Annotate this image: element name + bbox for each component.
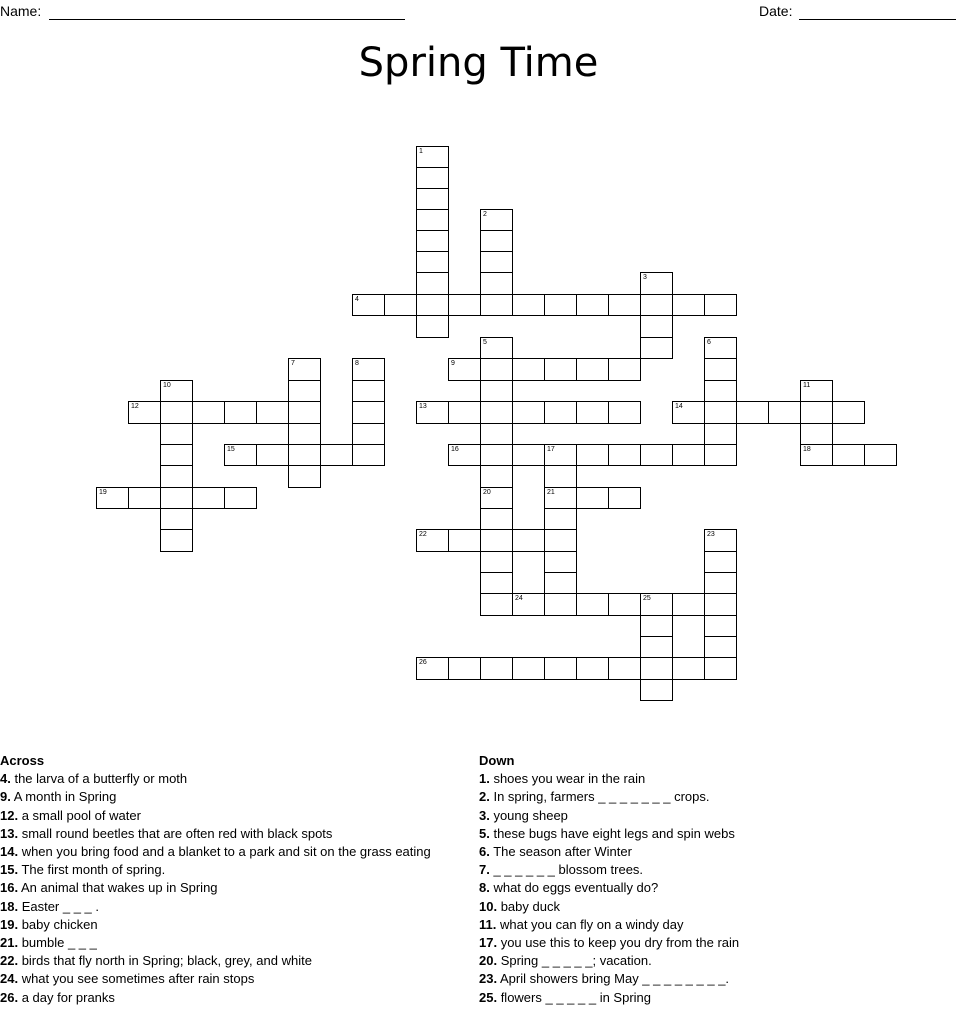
clue-number: 3. xyxy=(479,807,490,823)
across-clue xyxy=(0,970,460,988)
grid-cell[interactable] xyxy=(288,358,321,381)
cell-number: 16 xyxy=(451,446,459,453)
clue-number: 20. xyxy=(479,953,498,969)
grid-cell[interactable] xyxy=(800,401,833,424)
clue-text: these bugs have eight legs and spin webs xyxy=(489,825,735,841)
clue-text: what you see sometimes after rain stops xyxy=(18,971,255,987)
grid-cell[interactable] xyxy=(576,444,609,466)
grid-cell[interactable] xyxy=(640,444,673,466)
clue-number: 5. xyxy=(479,825,490,841)
across-clue xyxy=(0,861,460,879)
grid-cell[interactable] xyxy=(608,487,641,509)
grid-cell[interactable] xyxy=(640,272,673,295)
grid-cell[interactable] xyxy=(704,444,737,466)
clue-number: 25. xyxy=(479,989,498,1005)
across-clue xyxy=(0,770,460,788)
clue-number: 7. xyxy=(479,862,490,878)
grid-cell[interactable] xyxy=(288,380,321,402)
down-clue xyxy=(479,788,949,806)
clue-text: young sheep xyxy=(489,807,568,823)
clue-number: 19. xyxy=(0,916,19,932)
grid-cell[interactable] xyxy=(480,294,513,316)
grid-cell[interactable] xyxy=(512,529,545,552)
grid-cell[interactable] xyxy=(416,209,449,231)
clue-number: 14. xyxy=(0,844,19,860)
across-clue xyxy=(0,934,460,952)
grid-cell[interactable] xyxy=(704,358,737,381)
cell-number: 3 xyxy=(643,274,647,281)
cell-number: 14 xyxy=(675,403,683,410)
grid-cell[interactable] xyxy=(576,294,609,316)
grid-cell[interactable] xyxy=(480,465,513,488)
clue-text: you use this to keep you dry from the rain xyxy=(497,935,740,951)
grid-cell[interactable] xyxy=(224,487,257,509)
grid-cell[interactable] xyxy=(800,380,833,402)
clue-text: April showers bring May _ _ _ _ _ _ _ _. xyxy=(497,971,730,987)
grid-cell[interactable] xyxy=(672,401,705,424)
clue-number: 26. xyxy=(0,989,19,1005)
cell-number: 22 xyxy=(419,531,427,538)
cell-number: 2 xyxy=(483,211,487,218)
grid-cell[interactable] xyxy=(768,401,801,424)
grid-cell[interactable] xyxy=(512,657,545,680)
grid-cell[interactable] xyxy=(384,294,417,316)
grid-cell[interactable] xyxy=(544,465,577,488)
grid-cell[interactable] xyxy=(352,444,385,466)
grid-cell[interactable] xyxy=(480,508,513,530)
grid-cell[interactable] xyxy=(160,401,193,424)
cell-number: 5 xyxy=(483,339,487,346)
page-title: Spring Time xyxy=(358,40,599,86)
cell-number: 18 xyxy=(803,446,811,453)
clue-text: a small pool of water xyxy=(18,807,141,823)
grid-cell[interactable] xyxy=(416,529,449,552)
clue-text: An animal that wakes up in Spring xyxy=(18,880,218,896)
clue-number: 22. xyxy=(0,953,19,969)
grid-cell[interactable] xyxy=(416,294,449,316)
grid-cell[interactable] xyxy=(640,657,673,680)
grid-cell[interactable] xyxy=(832,444,865,466)
grid-cell[interactable] xyxy=(480,529,513,552)
grid-cell[interactable] xyxy=(704,636,737,658)
cell-number: 24 xyxy=(515,595,523,602)
grid-cell[interactable] xyxy=(480,251,513,273)
date-label: Date: xyxy=(759,3,793,19)
grid-cell[interactable] xyxy=(480,380,513,402)
grid-cell[interactable] xyxy=(256,401,289,424)
down-clue xyxy=(479,861,949,879)
clue-number: 21. xyxy=(0,935,19,951)
clue-text: birds that fly north in Spring; black, grey, and white xyxy=(18,953,312,969)
across-clue xyxy=(0,952,460,970)
grid-cell[interactable] xyxy=(448,294,481,316)
grid-cell[interactable] xyxy=(704,423,737,445)
grid-cell[interactable] xyxy=(480,444,513,466)
down-clues xyxy=(479,752,949,1007)
cell-number: 26 xyxy=(419,659,427,666)
grid-cell[interactable] xyxy=(544,401,577,424)
grid-cell[interactable] xyxy=(640,337,673,359)
grid-cell[interactable] xyxy=(160,423,193,445)
clue-text: small round beetles that are often red with black spots xyxy=(18,825,333,841)
clue-number: 1. xyxy=(479,771,490,787)
across-clue xyxy=(0,989,460,1007)
grid-cell[interactable] xyxy=(480,593,513,616)
grid-cell[interactable] xyxy=(160,529,193,552)
grid-cell[interactable] xyxy=(480,358,513,381)
grid-cell[interactable] xyxy=(640,315,673,338)
clue-number: 24. xyxy=(0,971,19,987)
grid-cell[interactable] xyxy=(480,401,513,424)
clue-number: 13. xyxy=(0,825,19,841)
grid-cell[interactable] xyxy=(416,146,449,168)
grid-cell[interactable] xyxy=(640,294,673,316)
across-clue xyxy=(0,807,460,825)
clue-number: 23. xyxy=(479,971,498,987)
grid-cell[interactable] xyxy=(160,444,193,466)
grid-cell[interactable] xyxy=(704,401,737,424)
clue-text: what you can fly on a windy day xyxy=(496,916,684,932)
clue-text: the larva of a butterfly or moth xyxy=(10,771,188,787)
clue-number: 17. xyxy=(479,935,498,951)
cell-number: 17 xyxy=(547,446,555,453)
grid-cell[interactable] xyxy=(512,593,545,616)
grid-cell[interactable] xyxy=(288,465,321,488)
clue-text: In spring, farmers _ _ _ _ _ _ _ crops. xyxy=(489,789,710,805)
grid-cell[interactable] xyxy=(448,444,481,466)
across-clues xyxy=(0,752,460,1007)
across-clue xyxy=(0,879,460,897)
grid-cell[interactable] xyxy=(512,444,545,466)
cell-number: 7 xyxy=(291,360,295,367)
grid-cell[interactable] xyxy=(320,444,353,466)
cell-number: 8 xyxy=(355,360,359,367)
grid-cell[interactable] xyxy=(512,358,545,381)
grid-cell[interactable] xyxy=(416,251,449,273)
grid-cell[interactable] xyxy=(608,657,641,680)
grid-cell[interactable] xyxy=(640,593,673,616)
clue-number: 12. xyxy=(0,807,19,823)
clue-text: baby chicken xyxy=(18,916,98,932)
cell-number: 21 xyxy=(547,489,555,496)
cell-number: 12 xyxy=(131,403,139,410)
grid-cell[interactable] xyxy=(576,358,609,381)
clue-text: _ _ _ _ _ _ blossom trees. xyxy=(489,862,644,878)
cell-number: 4 xyxy=(355,296,359,303)
grid-cell[interactable] xyxy=(544,657,577,680)
grid-cell[interactable] xyxy=(224,401,257,424)
down-clue xyxy=(479,843,949,861)
down-clue xyxy=(479,807,949,825)
grid-cell[interactable] xyxy=(128,487,161,509)
clue-text: when you bring food and a blanket to a park and sit on the grass eating xyxy=(18,844,431,860)
across-clue xyxy=(0,825,460,843)
grid-cell[interactable] xyxy=(480,423,513,445)
grid-cell[interactable] xyxy=(704,593,737,616)
across-clue xyxy=(0,843,460,861)
grid-cell[interactable] xyxy=(448,358,481,381)
cell-number: 1 xyxy=(419,148,423,155)
grid-cell[interactable] xyxy=(192,487,225,509)
clue-text: A month in Spring xyxy=(10,789,117,805)
clue-text: The first month of spring. xyxy=(18,862,166,878)
grid-cell[interactable] xyxy=(160,508,193,530)
grid-cell[interactable] xyxy=(608,593,641,616)
grid-cell[interactable] xyxy=(800,423,833,445)
cell-number: 6 xyxy=(707,339,711,346)
clue-text: what do eggs eventually do? xyxy=(489,880,659,896)
grid-cell[interactable] xyxy=(640,636,673,658)
clue-number: 6. xyxy=(479,844,490,860)
clue-number: 10. xyxy=(479,898,498,914)
across-heading: Across xyxy=(0,753,45,768)
down-clue xyxy=(479,989,949,1007)
grid-cell[interactable] xyxy=(480,230,513,252)
grid-cell[interactable] xyxy=(704,551,737,573)
grid-cell[interactable] xyxy=(352,380,385,402)
grid-cell[interactable] xyxy=(512,294,545,316)
cell-number: 15 xyxy=(227,446,235,453)
grid-cell[interactable] xyxy=(160,380,193,402)
grid-cell[interactable] xyxy=(288,401,321,424)
clue-number: 11. xyxy=(479,916,497,932)
down-clue xyxy=(479,952,949,970)
grid-cell[interactable] xyxy=(288,423,321,445)
grid-cell[interactable] xyxy=(480,657,513,680)
clue-text: The season after Winter xyxy=(489,844,632,860)
grid-cell[interactable] xyxy=(352,423,385,445)
grid-cell[interactable] xyxy=(480,272,513,295)
grid-cell[interactable] xyxy=(544,572,577,594)
grid-cell[interactable] xyxy=(288,444,321,466)
down-heading: Down xyxy=(479,753,515,768)
down-clue xyxy=(479,879,949,897)
grid-cell[interactable] xyxy=(640,615,673,637)
grid-cell[interactable] xyxy=(352,358,385,381)
clue-number: 2. xyxy=(479,789,490,805)
grid-cell[interactable] xyxy=(672,444,705,466)
grid-cell[interactable] xyxy=(800,444,833,466)
grid-cell[interactable] xyxy=(704,615,737,637)
grid-cell[interactable] xyxy=(544,487,577,509)
cell-number: 13 xyxy=(419,403,427,410)
grid-cell[interactable] xyxy=(672,657,705,680)
grid-cell[interactable] xyxy=(416,188,449,210)
grid-cell[interactable] xyxy=(480,572,513,594)
across-clue xyxy=(0,916,460,934)
cell-number: 20 xyxy=(483,489,491,496)
cell-number: 11 xyxy=(803,382,811,389)
down-clue xyxy=(479,770,949,788)
clue-text: Spring _ _ _ _ _; vacation. xyxy=(497,953,652,969)
grid-cell[interactable] xyxy=(704,337,737,359)
grid-cell[interactable] xyxy=(704,657,737,680)
down-clue xyxy=(479,916,949,934)
grid-cell[interactable] xyxy=(128,401,161,424)
grid-cell[interactable] xyxy=(576,657,609,680)
clue-number: 18. xyxy=(0,898,19,914)
grid-cell[interactable] xyxy=(864,444,897,466)
grid-cell[interactable] xyxy=(256,444,289,466)
grid-cell[interactable] xyxy=(480,551,513,573)
grid-cell[interactable] xyxy=(736,401,769,424)
grid-cell[interactable] xyxy=(608,358,641,381)
grid-cell[interactable] xyxy=(544,358,577,381)
grid-cell[interactable] xyxy=(416,401,449,424)
clue-text: flowers _ _ _ _ _ in Spring xyxy=(497,989,651,1005)
clue-number: 16. xyxy=(0,880,19,896)
down-clue xyxy=(479,825,949,843)
grid-cell[interactable] xyxy=(352,294,385,316)
grid-cell[interactable] xyxy=(448,657,481,680)
grid-cell[interactable] xyxy=(192,401,225,424)
grid-cell[interactable] xyxy=(416,315,449,338)
across-clue xyxy=(0,788,460,806)
grid-cell[interactable] xyxy=(416,272,449,295)
grid-cell[interactable] xyxy=(224,444,257,466)
grid-cell[interactable] xyxy=(480,209,513,231)
name-label: Name: xyxy=(0,3,42,19)
grid-cell[interactable] xyxy=(672,593,705,616)
grid-cell[interactable] xyxy=(544,444,577,466)
grid-cell[interactable] xyxy=(544,551,577,573)
grid-cell[interactable] xyxy=(512,401,545,424)
grid-cell[interactable] xyxy=(640,679,673,701)
grid-cell[interactable] xyxy=(160,465,193,488)
grid-cell[interactable] xyxy=(544,529,577,552)
grid-cell[interactable] xyxy=(480,487,513,509)
grid-cell[interactable] xyxy=(160,487,193,509)
across-clue xyxy=(0,898,460,916)
cell-number: 19 xyxy=(99,489,107,496)
grid-cell[interactable] xyxy=(704,294,737,316)
grid-cell[interactable] xyxy=(480,337,513,359)
grid-cell[interactable] xyxy=(608,294,641,316)
clue-text: shoes you wear in the rain xyxy=(489,771,646,787)
clue-text: Easter _ _ _ . xyxy=(18,898,100,914)
down-clue xyxy=(479,898,949,916)
grid-cell[interactable] xyxy=(576,593,609,616)
grid-cell[interactable] xyxy=(352,401,385,424)
grid-cell[interactable] xyxy=(416,167,449,189)
grid-cell[interactable] xyxy=(448,401,481,424)
clue-text: a day for pranks xyxy=(18,989,115,1005)
grid-cell[interactable] xyxy=(576,401,609,424)
grid-cell[interactable] xyxy=(416,230,449,252)
grid-cell[interactable] xyxy=(544,508,577,530)
clue-number: 9. xyxy=(0,789,11,805)
grid-cell[interactable] xyxy=(608,401,641,424)
grid-cell[interactable] xyxy=(96,487,129,509)
grid-cell[interactable] xyxy=(544,593,577,616)
grid-cell[interactable] xyxy=(672,294,705,316)
grid-cell[interactable] xyxy=(416,657,449,680)
grid-cell[interactable] xyxy=(448,529,481,552)
down-clue xyxy=(479,970,949,988)
cell-number: 25 xyxy=(643,595,651,602)
grid-cell[interactable] xyxy=(704,572,737,594)
clue-number: 4. xyxy=(0,771,11,787)
grid-cell[interactable] xyxy=(832,401,865,424)
cell-number: 9 xyxy=(451,360,455,367)
clue-number: 15. xyxy=(0,862,19,878)
grid-cell[interactable] xyxy=(544,294,577,316)
grid-cell[interactable] xyxy=(704,529,737,552)
grid-cell[interactable] xyxy=(608,444,641,466)
grid-cell[interactable] xyxy=(576,487,609,509)
down-clue xyxy=(479,934,949,952)
cell-number: 10 xyxy=(163,382,171,389)
cell-number: 23 xyxy=(707,531,715,538)
clue-text: bumble _ _ _ xyxy=(18,935,97,951)
clue-number: 8. xyxy=(479,880,490,896)
clue-text: baby duck xyxy=(497,898,560,914)
grid-cell[interactable] xyxy=(704,380,737,402)
